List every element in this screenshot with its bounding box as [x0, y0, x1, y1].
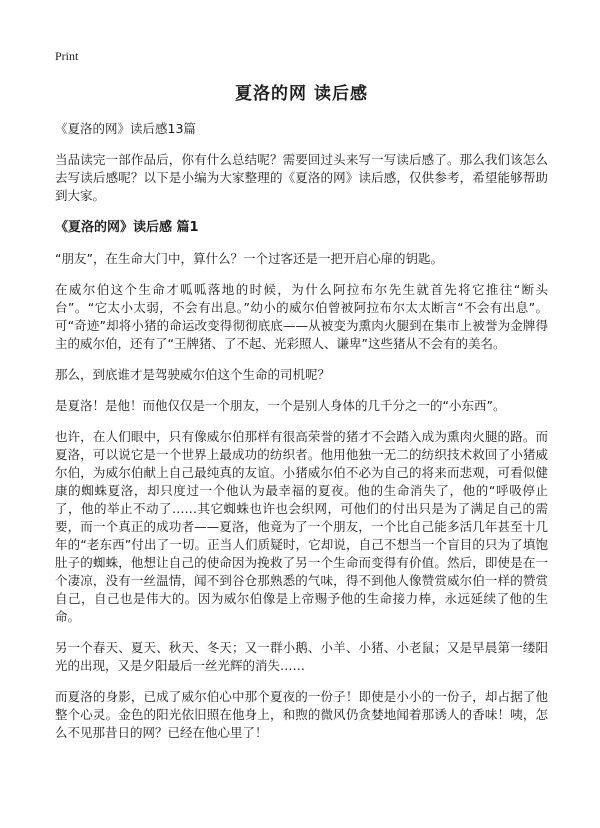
body-paragraph-1: “朋友”，在生命大门中，算什么？一个过客还是一把开启心扉的钥匙。: [55, 251, 443, 266]
body-paragraph-5: 也许，在人们眼中，只有像威尔伯那样有很高荣誉的猪才不会踏入成为熏肉火腿的路。而夏洛，可以说它是一个世界上最成功的纺织者。他用他独一无二的纺织技术救回了小猪威尔伯，为威尔伯献上自己最纯真的友谊。小猪威尔伯不必为自己的将来而悲观，可看似健康的蜘蛛夏洛，却只度过一个他认为最幸福的夏夜。他的生命消失了，他的“呼吸停止了，他的举止不动了……其它蜘蛛也许也会织网，可他们的付出只是为了满足自己的需要，而一个真正的成功者——夏洛，他竟为了一个朋友，一个比自己能多活几年甚至十几年的“老东西”付出了一切。正当人们质疑时，它却说，自己不想当一个盲目的只为了填饱肚子的蜘蛛，他想让自己的使命因为挽救了另一个生命而变得有价值。然后，即使是在一个凄凉，没有一丝温情，闻不到谷仓那熟悉的气味，得不到他人像赞赏威尔伯一样的赞赏自己，自己也是伟大的。因为威尔伯像是上帝赐予他的生命接力棒，永远延续了他的生命。: [55, 429, 548, 624]
section-heading: 《夏洛的网》读后感 篇1: [55, 220, 199, 235]
article-subtitle: 《夏洛的网》读后感13篇: [55, 121, 196, 136]
body-paragraph-3: 那么，到底谁才是驾驶威尔伯这个生命的司机呢？: [55, 367, 331, 382]
page-title: 夏洛的网 读后感: [235, 84, 368, 104]
body-paragraph-2: 在威尔伯这个生命才呱呱落地的时候，为什么阿拉布尔先生就首先将它推往“断头台”。“它太小太弱，不会有出息。”幼小的威尔伯曾被阿拉布尔太太断言“不会有出息”。可“奇迹”却将小猪的命运改变得彻彻底底——从被变为熏肉火腿到在集市上被誉为金牌得主的威尔伯，还有了“王牌猪、了不起、光彩照人、谦卑”这些猪从不会有的美名。: [55, 282, 548, 351]
body-paragraph-6: 另一个春天、夏天、秋天、冬天；又一群小鹅、小羊、小猪、小老鼠；又是早晨第一缕阳光的出现，又是夕阳最后一丝光辉的消失……: [55, 640, 548, 673]
intro-paragraph: 当品读完一部作品后，你有什么总结呢？需要回过头来写一写读后感了。那么我们该怎么去写读后感呢？以下是小编为大家整理的《夏洛的网》读后感，仅供参考，希望能够帮助到大家。: [55, 152, 548, 203]
body-paragraph-4: 是夏洛！是他！而他仅仅是一个朋友，一个是别人身体的几千分之一的“小东西”。: [55, 398, 506, 413]
body-paragraph-7: 而夏洛的身影，已成了威尔伯心中那个夏夜的一份子！即使是小小的一份子，却占据了他整个心灵。金色的阳光依旧照在他身上，和煦的微风仍贪婪地闻着那诱人的香味！咦，怎么不见那昔日的网？已经在他心里了！: [55, 689, 548, 740]
print-link[interactable]: Print: [55, 49, 79, 63]
